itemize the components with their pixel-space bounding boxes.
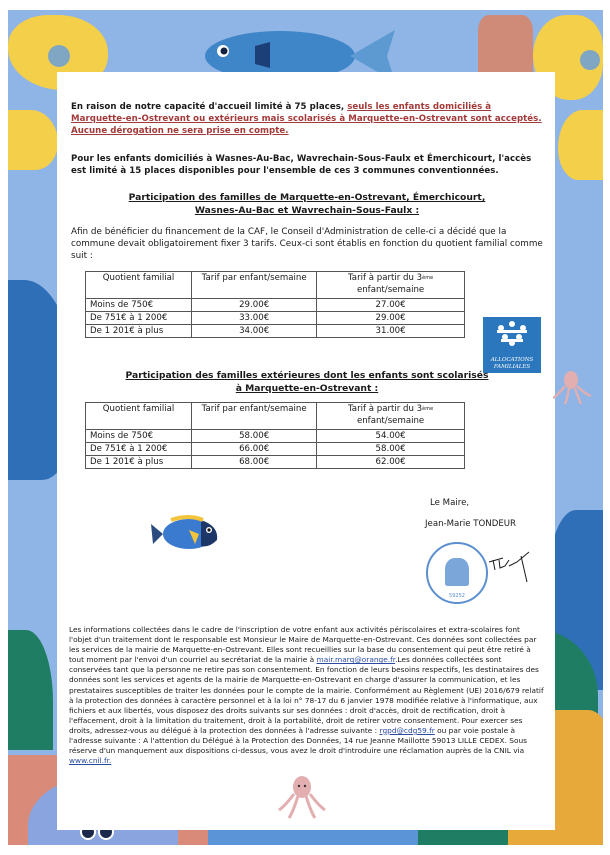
section2-title: Participation des familles extérieures dont les enfants sont scolarisés à Marquette-en-Ostrevant : [125, 370, 489, 394]
flower-center-top-right [580, 50, 600, 70]
mayor-name: Jean-Marie TONDEUR [425, 519, 517, 529]
seaweed-left-decoration [8, 630, 53, 750]
caf-logo: ALLOCATIONS FAMILIALES [483, 317, 541, 373]
table-row: De 1 201€ à plus 34.00€ 31.00€ [86, 325, 465, 338]
tariff-table-local [85, 271, 465, 338]
table-row: Moins de 750€ 58.00€ 54.00€ [86, 430, 465, 443]
octopus-illustration [277, 772, 327, 822]
signature-scribble [487, 548, 535, 588]
table-row: De 751€ à 1 200€ 66.00€ 58.00€ [86, 443, 465, 456]
official-stamp: 59252 [426, 542, 488, 604]
octopus-right-illustration [553, 368, 593, 408]
cnil-website-link[interactable]: www.cnil.fr. [69, 756, 112, 766]
gdpr-legal-notice: Les informations collectées dans le cadre de l'inscription de votre enfant aux activités périscolaires et extra-scolaires font l'objet d'un traitement dont le responsable est Monsieur le Maire de Marquette-en-Ostrevant. Ces données sont collectées par les services de la mairie de Marquette-en-Ostrevant. Elles sont recueillies sur la base du consentement qui peut être retiré à tout moment par l'envoi d'un courriel au secrétariat de la mairie à mair.marq@orange.fr.Les données collectées sont conservées tant que la personne ne retire pas son consentement. En fonction de leurs besoins respectifs, les destinataires des données sont les services et agents de la mairie de Marquette-en-Ostrevant en charge d'assurer la communication, et les prestataires susceptibles de traiter les données pour le compte de la mairie. Conformément au Règlement (UE) 2016/679 relatif à la protection des données à caractère personnel et à la loi n° 78-17 du 6 janvier 1978 modifiée relative à l'informatique, aux fichiers et aux libertés, vous disposez des droits suivants sur ses données : droit d'accès, droit de rectification, droit à l'effacement, droit à la limitation du traitement, droit à la portabilité, droit de retirer votre consentement. Pour exercer ses droits, adressez-vous au délégué à la protection des données à l'adresse suivante : rgpd@cdg59.fr ou par voie postale à l'adresse suivante : A l'attention du Délégué à la Protection des Données, 14 rue Jeanne Maillotte 59013 LILLE CEDEX. Sous réserve d'un manquement aux dispositions ci-dessus, vous avez le droit d'introduire une réclamation auprès de la CNIL via www.cnil.fr. [69, 625, 544, 766]
stamp-figure-icon [445, 558, 469, 586]
section1-title: Participation des familles de Marquette-en-Ostrevant, Émerchicourt, Wasnes-Au-Bac et Wavrechain-Sous-Faulx : [128, 192, 486, 216]
table-row: De 751€ à 1 200€ 33.00€ 29.00€ [86, 312, 465, 325]
flower-right-mid-decoration [558, 110, 603, 180]
flower-left-mid-decoration [8, 110, 58, 170]
mairie-email-link[interactable]: mair.marq@orange.fr [316, 655, 396, 665]
section1-intro: Afin de bénéficier du financement de la CAF, le Conseil d'Administration de celle-ci a décidé que la commune devait obligatoirement fixer 3 tarifs. Ceux-ci sont établis en fonction du quotient familial comme suit : [71, 227, 543, 261]
caf-people-icon [483, 317, 541, 353]
yellow-tang-fish-illustration [151, 512, 223, 554]
table-row: De 1 201€ à plus 68.00€ 62.00€ [86, 456, 465, 469]
tariff-table-external [85, 402, 465, 469]
mayor-title: Le Maire, [430, 498, 470, 508]
dpo-email-link[interactable]: rgpd@cdg59.fr [379, 725, 435, 735]
table-row: Moins de 750€ 29.00€ 27.00€ [86, 299, 465, 312]
document-page [57, 72, 555, 830]
highlighted-eligibility-rule: seuls les enfants domiciliés à Marquette-en-Ostrevant ou extérieurs mais scolarisés à Marquette-en-Ostrevant sont acceptés. [71, 102, 542, 124]
table-header-row: Quotient familial Tarif par enfant/semaine Tarif à partir du 3ème enfant/semaine [86, 403, 465, 430]
capacity-notice: En raison de notre capacité d'accueil limité à 75 places, seuls les enfants domiciliés à Marquette-en-Ostrevant ou extérieurs mais scolarisés à Marquette-en-Ostrevant sont acceptés. Aucune dérogation ne sera prise en compte. [71, 102, 542, 136]
communes-notice: Pour les enfants domiciliés à Wasnes-Au-Bac, Wavrechain-Sous-Faulx et Émerchicourt, l'accès est limité à 15 places disponibles pour l'ensemble de ces 3 communes conventionnées. [71, 154, 532, 176]
flower-center-top-left [48, 45, 70, 67]
no-derogation-notice: Aucune dérogation ne sera prise en compte. [71, 126, 289, 136]
table-header-row: Quotient familial Tarif par enfant/semaine Tarif à partir du 3ème enfant/semaine [86, 272, 465, 299]
